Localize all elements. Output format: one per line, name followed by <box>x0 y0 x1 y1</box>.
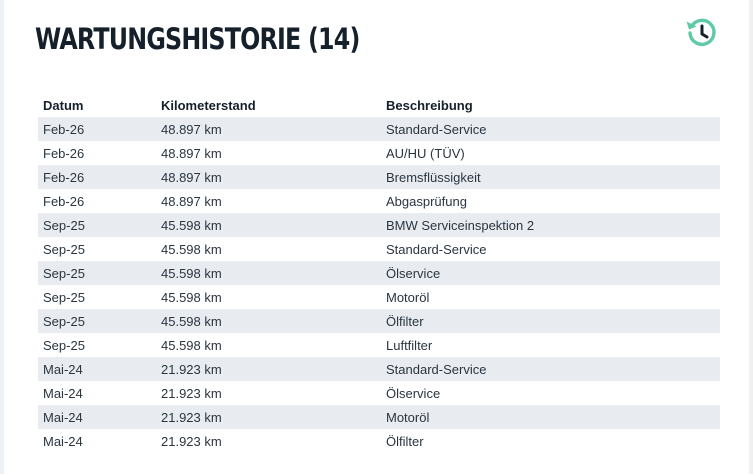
cell-mileage: 48.897 km <box>161 169 222 185</box>
cell-mileage: 21.923 km <box>161 361 222 377</box>
cell-date: Mai-24 <box>43 433 83 449</box>
cell-mileage: 21.923 km <box>161 409 222 425</box>
table-row <box>38 117 720 141</box>
table-header <box>38 93 720 117</box>
cell-mileage: 45.598 km <box>161 217 222 233</box>
cell-date: Sep-25 <box>43 337 85 353</box>
column-header-description: Beschreibung <box>386 97 473 113</box>
cell-date: Mai-24 <box>43 385 83 401</box>
cell-description: Ölfilter <box>386 313 424 329</box>
cell-date: Sep-25 <box>43 289 85 305</box>
cell-description: Ölservice <box>386 265 441 281</box>
table-row <box>38 189 720 213</box>
cell-description: Abgasprüfung <box>386 193 467 209</box>
cell-date: Sep-25 <box>43 313 85 329</box>
cell-description: Standard-Service <box>386 121 487 137</box>
table-row <box>38 141 720 165</box>
cell-mileage: 45.598 km <box>161 337 222 353</box>
cell-date: Feb-26 <box>43 145 85 161</box>
table-row <box>38 261 720 285</box>
column-header-date: Datum <box>43 97 84 113</box>
cell-date: Mai-24 <box>43 361 83 377</box>
page-title: WARTUNGSHISTORIE (14) <box>35 22 360 56</box>
cell-description: Luftfilter <box>386 337 433 353</box>
table-row <box>38 309 720 333</box>
cell-date: Sep-25 <box>43 217 85 233</box>
cell-mileage: 45.598 km <box>161 289 222 305</box>
cell-description: Ölservice <box>386 385 441 401</box>
cell-description: AU/HU (TÜV) <box>386 145 465 161</box>
cell-mileage: 48.897 km <box>161 121 222 137</box>
table-row <box>38 333 720 357</box>
right-border <box>749 0 753 474</box>
table-body <box>38 117 720 453</box>
table-row <box>38 285 720 309</box>
table-row <box>38 237 720 261</box>
cell-date: Mai-24 <box>43 409 83 425</box>
cell-description: Bremsflüssigkeit <box>386 169 481 185</box>
cell-mileage: 45.598 km <box>161 241 222 257</box>
cell-mileage: 45.598 km <box>161 313 222 329</box>
maintenance-history-card <box>4 0 749 474</box>
table-row <box>38 429 720 453</box>
cell-description: BMW Serviceinspektion 2 <box>386 217 535 233</box>
history-icon[interactable] <box>685 16 719 50</box>
table-row <box>38 357 720 381</box>
table-row <box>38 405 720 429</box>
cell-description: Ölfilter <box>386 433 424 449</box>
cell-mileage: 48.897 km <box>161 193 222 209</box>
cell-date: Sep-25 <box>43 241 85 257</box>
cell-description: Standard-Service <box>386 361 487 377</box>
column-header-mileage: Kilometerstand <box>161 97 256 113</box>
table-row <box>38 165 720 189</box>
cell-mileage: 21.923 km <box>161 433 222 449</box>
maintenance-table <box>38 93 720 453</box>
cell-date: Feb-26 <box>43 193 85 209</box>
cell-date: Feb-26 <box>43 121 85 137</box>
table-row <box>38 213 720 237</box>
cell-mileage: 45.598 km <box>161 265 222 281</box>
cell-description: Motoröl <box>386 289 430 305</box>
cell-date: Feb-26 <box>43 169 85 185</box>
cell-mileage: 48.897 km <box>161 145 222 161</box>
cell-description: Motoröl <box>386 409 430 425</box>
cell-description: Standard-Service <box>386 241 487 257</box>
table-row <box>38 381 720 405</box>
cell-mileage: 21.923 km <box>161 385 222 401</box>
cell-date: Sep-25 <box>43 265 85 281</box>
